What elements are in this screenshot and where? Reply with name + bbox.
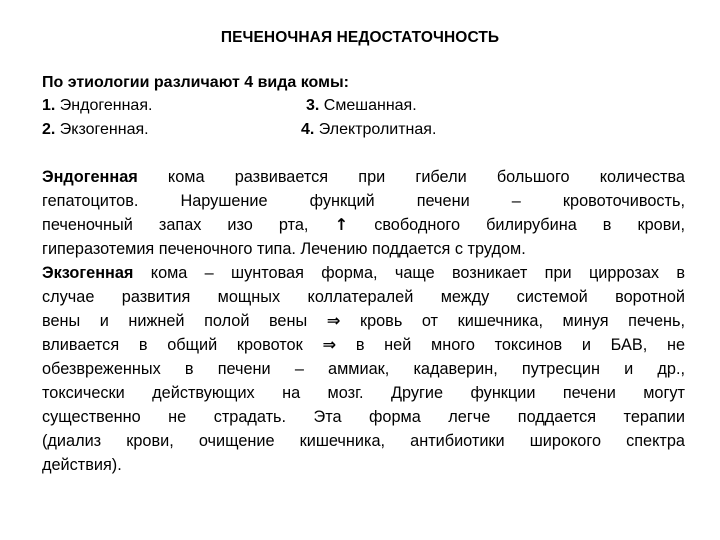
endogenous-term: Эндогенная <box>42 168 138 186</box>
exogenous-paragraph <box>42 261 685 477</box>
coma-type-number: 1. <box>42 97 56 114</box>
coma-type-label: Электролитная. <box>314 121 437 138</box>
coma-type-3 <box>306 94 417 118</box>
paragraph-line: случае развития мощных коллатералей между системой воротной <box>42 288 685 306</box>
paragraph-line: гепатоцитов. Нарушение функций печени – кровоточивость, <box>42 192 685 210</box>
page-title: ПЕЧЕНОЧНАЯ НЕДОСТАТОЧНОСТЬ <box>220 29 500 46</box>
paragraph-line: существенно не страдать. Эта форма легче поддается терапии <box>42 408 685 426</box>
paragraph-line: Экзогенная кома – шунтовая форма, чаще возникает при циррозах в <box>42 264 685 282</box>
paragraph-line: Эндогенная кома развивается при гибели большого количества <box>42 168 685 186</box>
coma-type-label: Эндогенная. <box>55 97 153 114</box>
paragraph-line: действия). <box>42 456 122 474</box>
paragraph-line: обезвреженных в печени – аммиак, кадаверин, путресцин и др., <box>42 360 685 378</box>
coma-type-4 <box>301 118 436 142</box>
intro-heading: По этиологии различают 4 вида комы: <box>42 74 349 91</box>
coma-type-label: Смешанная. <box>319 97 417 114</box>
paragraph-line: (диализ крови, очищение кишечника, антибиотики широкого спектра <box>42 432 685 450</box>
coma-type-1 <box>42 94 152 118</box>
exogenous-term: Экзогенная <box>42 264 134 282</box>
paragraph-line: вены и нижней полой вены ⇒ кровь от кишечника, минуя печень, <box>42 309 685 333</box>
coma-type-number: 3. <box>306 97 320 114</box>
paragraph-line: токсически действующих на мозг. Другие функции печени могут <box>42 384 685 402</box>
up-arrow-icon: ↑ <box>334 215 349 234</box>
implies-arrow-icon: ⇒ <box>322 335 337 354</box>
coma-type-2 <box>42 118 149 142</box>
coma-type-number: 2. <box>42 121 56 138</box>
implies-arrow-icon: ⇒ <box>326 311 341 330</box>
paragraph-line: гиперазотемия печеночного типа. Лечению поддается с трудом. <box>42 240 526 258</box>
coma-type-label: Экзогенная. <box>55 121 149 138</box>
paragraph-line: печеночный запах изо рта, ↑ свободного билирубина в крови, <box>42 213 685 237</box>
endogenous-paragraph <box>42 165 685 261</box>
paragraph-line: вливается в общий кровоток ⇒ в ней много токсинов и БАВ, не <box>42 333 685 357</box>
coma-type-number: 4. <box>301 121 315 138</box>
